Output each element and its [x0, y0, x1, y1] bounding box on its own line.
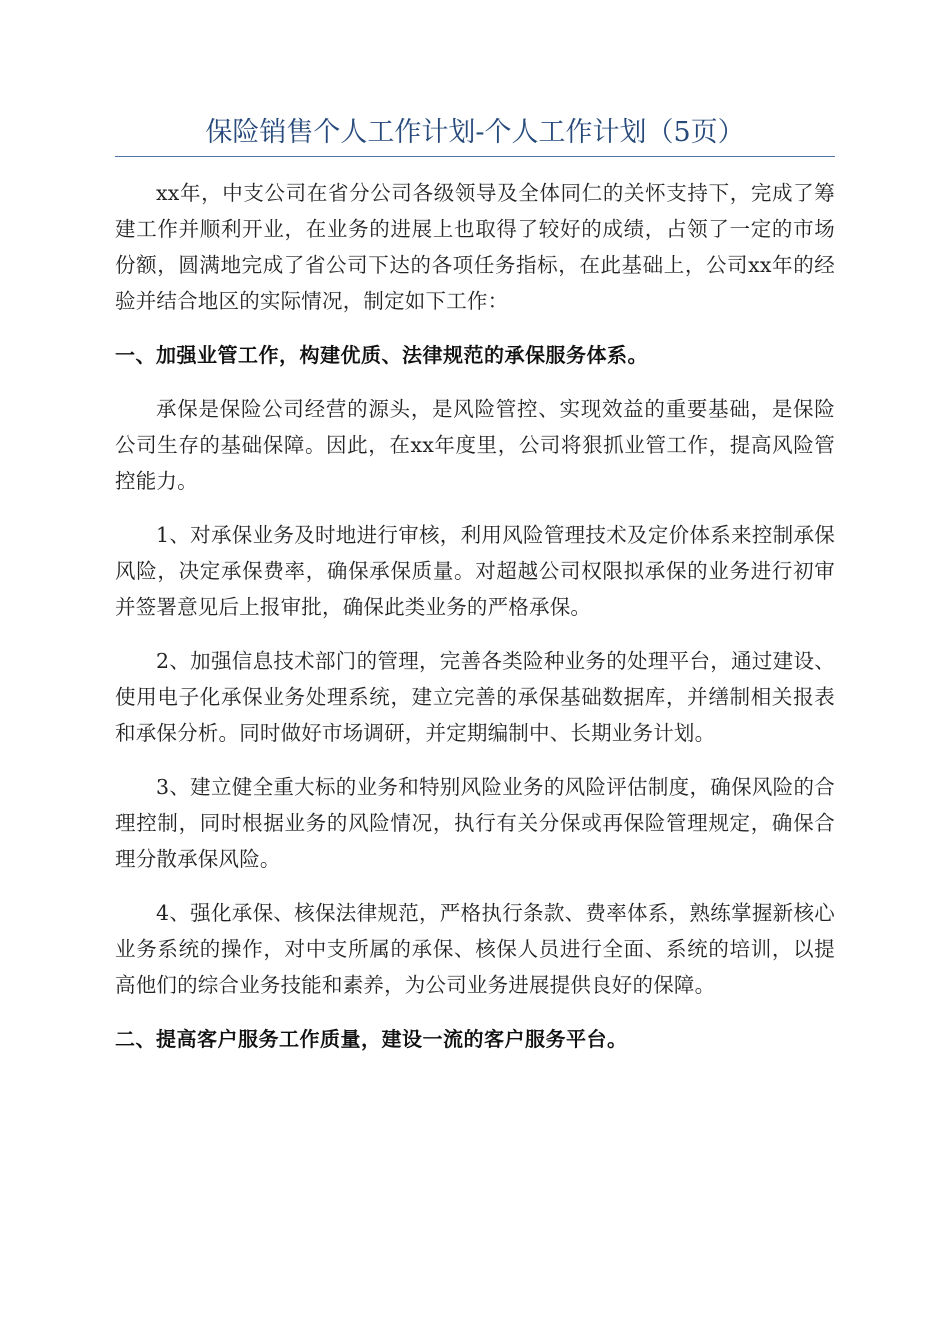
section-1-heading: 一、加强业管工作，构建优质、法律规范的承保服务体系。 [115, 343, 648, 367]
section-1-item-2: 2、加强信息技术部门的管理，完善各类险种业务的处理平台，通过建设、使用电子化承保业务处理系统，建立完善的承保基础数据库，并缮制相关报表和承保分析。同时做好市场调研，并定期编制中、长期业务计划。 [115, 649, 835, 745]
document-title: 保险销售个人工作计划-个人工作计划（5页） [205, 117, 745, 148]
section-2-heading: 二、提高客户服务工作质量，建设一流的客户服务平台。 [115, 1027, 628, 1051]
intro-paragraph: xx年，中支公司在省分公司各级领导及全体同仁的关怀支持下，完成了筹建工作并顺利开业，在业务的进展上也取得了较好的成绩，占领了一定的市场份额，圆满地完成了省公司下达的各项任务指标，在此基础上，公司xx年的经验并结合地区的实际情况，制定如下工作： [115, 181, 835, 313]
title-block [115, 110, 835, 157]
section-1-item-3: 3、建立健全重大标的业务和特别风险业务的风险评估制度，确保风险的合理控制，同时根据业务的风险情况，执行有关分保或再保险管理规定，确保合理分散承保风险。 [115, 775, 835, 871]
section-1-paragraph: 承保是保险公司经营的源头，是风险管控、实现效益的重要基础，是保险公司生存的基础保障。因此，在xx年度里，公司将狠抓业管工作，提高风险管控能力。 [115, 397, 835, 493]
section-1-item-1: 1、对承保业务及时地进行审核，利用风险管理技术及定价体系来控制承保风险，决定承保费率，确保承保质量。对超越公司权限拟承保的业务进行初审并签署意见后上报审批，确保此类业务的严格承保。 [115, 523, 835, 619]
document-body [115, 175, 835, 1075]
section-1-item-4: 4、强化承保、核保法律规范，严格执行条款、费率体系，熟练掌握新核心业务系统的操作，对中支所属的承保、核保人员进行全面、系统的培训，以提高他们的综合业务技能和素养，为公司业务进展提供良好的保障。 [115, 901, 835, 997]
